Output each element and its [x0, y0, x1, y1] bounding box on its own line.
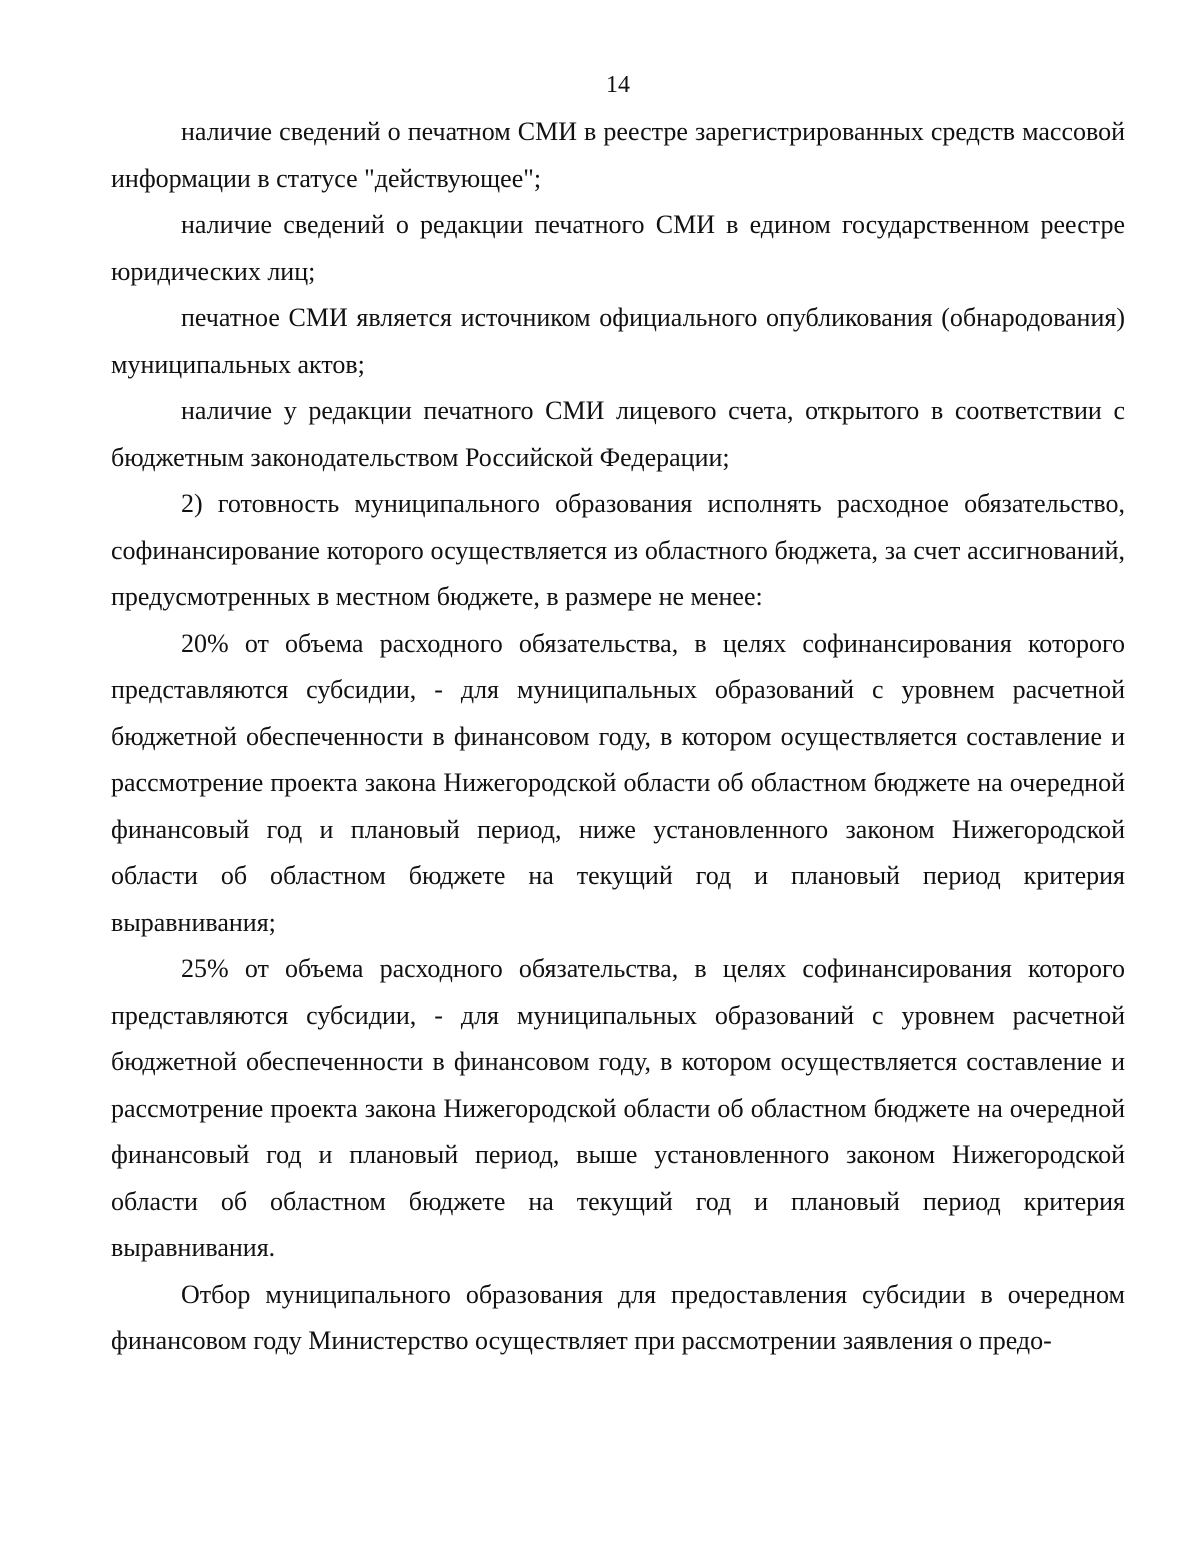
paragraph-official-publication: печатное СМИ является источником официального опубликования (обнародования) муниципальных актов;: [111, 303, 1125, 379]
page-number: 14: [606, 72, 630, 98]
paragraph-mass-media-registry: наличие сведений о печатном СМИ в реестре зарегистрированных средств массовой информации в статусе "действующее";: [111, 117, 1125, 193]
paragraph-twenty-percent: 20% от объема расходного обязательства, в целях софинансирования которого представляются субсидии, - для муниципальных образований с уровнем расчетной бюджетной обеспеченности в финансовом году, в котором осуществляется составление и рассмотрение проекта закона Нижегородской области об областном бюджете на очередной финансовый год и плановый период, ниже установленного законом Нижегородской области об областном бюджете на текущий год и плановый период критерия выравнивания;: [111, 628, 1125, 937]
paragraph-personal-account: наличие у редакции печатного СМИ лицевого счета, открытого в соответствии с бюджетным законодательством Российской Федерации;: [111, 396, 1125, 472]
paragraph-selection: Отбор муниципального образования для предоставления субсидии в очередном финансовом году Министерство осуществляет при рассмотрении заявления о предо-: [111, 1279, 1125, 1355]
paragraph-cofinancing-readiness: 2) готовность муниципального образования исполнять расходное обязательство, софинансирование которого осуществляется из областного бюджета, за счет ассигнований, предусмотренных в местном бюджете, в размере не менее:: [111, 489, 1125, 611]
document-body: [111, 109, 1125, 1365]
paragraph-legal-entities-registry: наличие сведений о редакции печатного СМИ в едином государственном реестре юридических лиц;: [111, 210, 1125, 286]
paragraph-twenty-five-percent: 25% от объема расходного обязательства, в целях софинансирования которого представляются субсидии, - для муниципальных образований с уровнем расчетной бюджетной обеспеченности в финансовом году, в котором осуществляется составление и рассмотрение проекта закона Нижегородской области об областном бюджете на очередной финансовый год и плановый период, выше установленного законом Нижегородской области об областном бюджете на текущий год и плановый период критерия выравнивания.: [111, 954, 1125, 1262]
